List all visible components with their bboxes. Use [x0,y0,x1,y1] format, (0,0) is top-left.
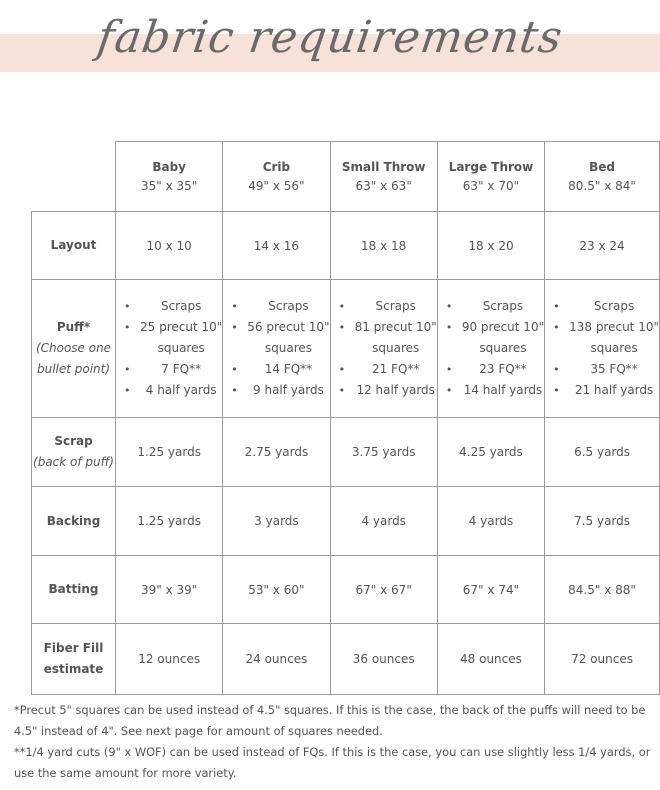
list-item: • Scraps [444,296,544,317]
table-cell: 7.5 yards [545,487,660,556]
list-item: squares [264,341,312,355]
table-cell: 1.25 yards [116,418,223,487]
column-header-baby: Baby 35" x 35" [116,142,223,212]
column-header-crib: Crib 49" x 56" [223,142,330,212]
table-cell: 4.25 yards [437,418,544,487]
table-cell: 12 ounces [116,624,223,695]
table-cell: 14 x 16 [223,212,330,280]
list-item: squares [590,341,638,355]
list-item: • 56 precut 10" [229,317,329,338]
row-label-fiber-fill: Fiber Fill estimate [32,624,116,695]
puff-options-crib [223,280,330,418]
table-cell: 53" x 60" [223,556,330,624]
fabric-requirements-table [31,141,660,695]
fiber-fill-row [32,624,660,695]
list-item: • 138 precut 10" [551,317,659,338]
list-item: • 21 half yards [551,380,659,401]
row-label-batting: Batting [32,556,116,624]
layout-row [32,212,660,280]
table-cell: 10 x 10 [116,212,223,280]
list-item: • Scraps [337,296,437,317]
puff-options-baby [116,280,223,418]
footnote-line: 4.5" instead of 4". See next page for amount of squares needed. [14,724,383,738]
table-cell: 18 x 20 [437,212,544,280]
list-item: • 4 half yards [122,380,222,401]
batting-row [32,556,660,624]
list-item: • 14 FQ** [229,359,329,380]
table-cell: 39" x 39" [116,556,223,624]
column-header-bed: Bed 80.5" x 84" [545,142,660,212]
footnote-line: *Precut 5" squares can be used instead of 4.5" squares. If this is the case, the back of the puffs will need to be [14,703,646,717]
table-cell: 2.75 yards [223,418,330,487]
list-item: • 81 precut 10" [337,317,437,338]
puff-options-small-throw [330,280,437,418]
list-item: • 90 precut 10" [444,317,544,338]
list-item: squares [372,341,420,355]
list-item: • Scraps [229,296,329,317]
row-label-puff: Puff* (Choose one bullet point) [32,280,116,418]
list-item: squares [479,341,527,355]
list-item: • 35 FQ** [551,359,659,380]
table-cell: 18 x 18 [330,212,437,280]
table-cell: 3 yards [223,487,330,556]
table-cell: 67" x 74" [437,556,544,624]
table-cell: 24 ounces [223,624,330,695]
corner-cell [32,142,116,212]
list-item: • 21 FQ** [337,359,437,380]
row-label-scrap: Scrap (back of puff) [32,418,116,487]
list-item: • Scraps [122,296,222,317]
row-label-layout: Layout [32,212,116,280]
list-item: • 14 half yards [444,380,544,401]
scrap-row [32,418,660,487]
list-item: squares [157,341,205,355]
table-cell: 84.5" x 88" [545,556,660,624]
table-cell: 4 yards [437,487,544,556]
column-header-large-throw: Large Throw 63" x 70" [437,142,544,212]
header-row [32,142,660,212]
list-item: • 12 half yards [337,380,437,401]
column-header-small-throw: Small Throw 63" x 63" [330,142,437,212]
puff-row [32,280,660,418]
list-item: • 25 precut 10" [122,317,222,338]
puff-options-large-throw [437,280,544,418]
list-item: • 9 half yards [229,380,329,401]
table-cell: 72 ounces [545,624,660,695]
backing-row [32,487,660,556]
list-item: • 7 FQ** [122,359,222,380]
puff-options-bed [545,280,660,418]
table-cell: 1.25 yards [116,487,223,556]
footnote-line: use the same amount for more variety. [14,766,237,780]
table-cell: 4 yards [330,487,437,556]
table-cell: 6.5 yards [545,418,660,487]
list-item: • Scraps [551,296,659,317]
list-item: • 23 FQ** [444,359,544,380]
footnote-line: **1/4 yard cuts (9" x WOF) can be used instead of FQs. If this is the case, you can use slightly less 1/4 yards, or [14,745,651,759]
footnotes [14,700,654,784]
table-cell: 3.75 yards [330,418,437,487]
table-cell: 67" x 67" [330,556,437,624]
table-cell: 48 ounces [437,624,544,695]
table-cell: 23 x 24 [545,212,660,280]
table-cell: 36 ounces [330,624,437,695]
page-title: fabric requirements [94,12,566,63]
row-label-backing: Backing [32,487,116,556]
